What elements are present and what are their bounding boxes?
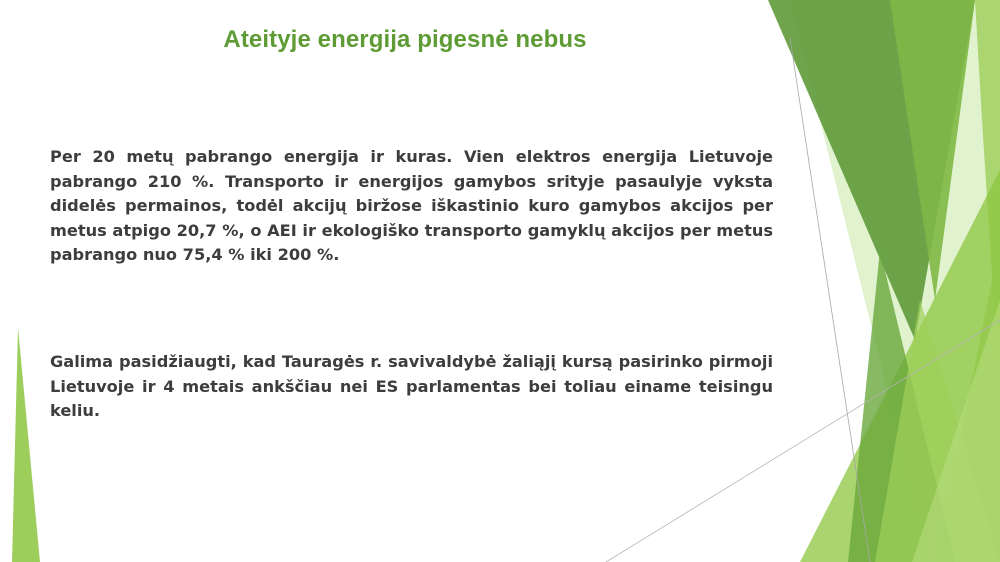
- slide-title: Ateityje energija pigesnė nebus: [223, 26, 587, 53]
- left-triangle-decoration: [12, 328, 40, 562]
- paragraph-energy-prices: Per 20 metų pabrango energija ir kuras. Vien elektros energija Lietuvoje pabrango 210 %. Transporto ir energijos gamybos srityje pasaulyje vyksta didelės permainos, todėl akcijų biržose iškastinio kuro gamybos akcijos per metus atpigo 20,7 %, o AEI ir ekologiško transporto gamyklų akcijos per metus pabrango nuo 75,4 % iki 200 %.: [50, 147, 773, 264]
- paragraph-green-course: Galima pasidžiaugti, kad Tauragės r. savivaldybė žaliąjį kursą pasirinko pirmoji Lietuvoje ir 4 metais ankščiau nei ES parlamentas bei toliau einame teisingu keliu.: [50, 352, 773, 420]
